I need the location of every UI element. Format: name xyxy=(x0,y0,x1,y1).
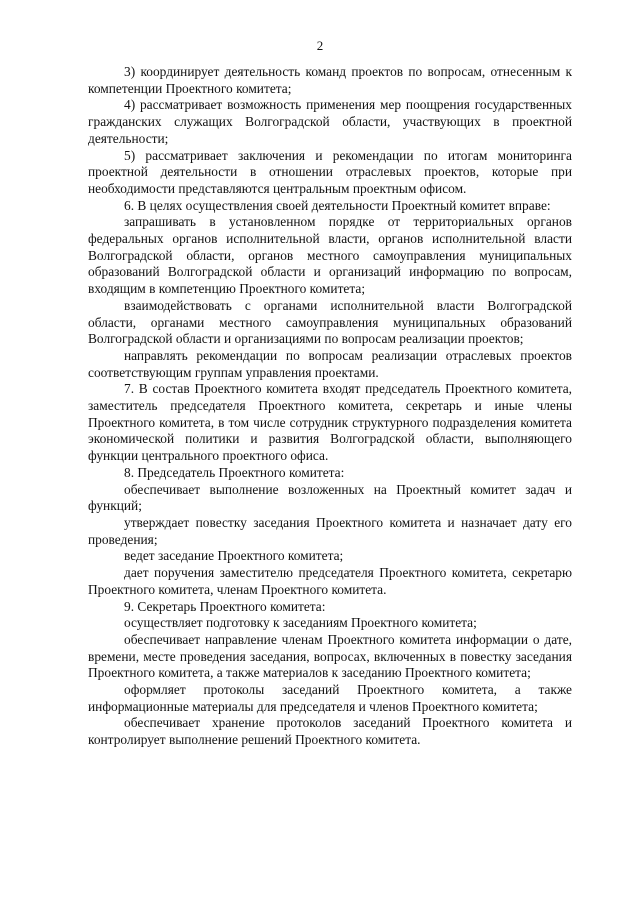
page-number: 2 xyxy=(316,38,324,53)
paragraph-item-5: 5) рассматривает заключения и рекомендации по итогам мониторинга проектной деятельности в отношении отраслевых проектов, которые при необходимости представляются центральным проектным офисом. xyxy=(88,147,572,196)
document-body xyxy=(88,64,572,749)
paragraph-secretary-duty-4: обеспечивает хранение протоколов заседаний Проектного комитета и контролирует выполнение решений Проектного комитета. xyxy=(88,715,572,748)
paragraph-right-request-info: запрашивать в установленном порядке от территориальных органов федеральных органов исполнительной власти, органов исполнительной власти Волгоградской области, органов местного самоуправления муниципальных образований Волгоградской области и организаций информацию по вопросам, входящим в компетенцию Проектного комитета; xyxy=(88,214,572,297)
paragraph-chair-duty-1: обеспечивает выполнение возложенных на Проектный комитет задач и функций; xyxy=(88,481,572,514)
paragraph-right-interact: взаимодействовать с органами исполнительной власти Волгоградской области, органами местного самоуправления муниципальных образований Волгоградской области и организациями по вопросам реализации проектов; xyxy=(88,297,572,347)
paragraph-chair-duty-4: дает поручения заместителю председателя Проектного комитета, секретарю Проектного комитета, членам Проектного комитета. xyxy=(88,565,572,597)
paragraph-secretary-duty-2: обеспечивает направление членам Проектного комитета информации о дате, времени, месте проведения заседания, вопросах, включенных в повестку заседания Проектного комитета, а также материалов к заседанию Проектного комитета; xyxy=(88,631,572,681)
paragraph-secretary-duty-1: осуществляет подготовку к заседаниям Проектного комитета; xyxy=(124,615,477,631)
paragraph-section-6: 6. В целях осуществления своей деятельности Проектный комитет вправе: xyxy=(124,197,551,213)
paragraph-chair-duty-2: утверждает повестку заседания Проектного комитета и назначает дату его проведения; xyxy=(88,514,572,547)
paragraph-section-7: 7. В состав Проектного комитета входят председатель Проектного комитета, заместитель председателя Проектного комитета, секретарь и иные члены Проектного комитета, в том числе сотрудник структурного подразделения комитета экономической политики и развития Волгоградской области, выполняющего функции центрального проектного офиса. xyxy=(88,381,572,464)
paragraph-item-4: 4) рассматривает возможность применения мер поощрения государственных гражданских служащих Волгоградской области, участвующих в проектной деятельности; xyxy=(88,97,572,146)
paragraph-section-9: 9. Секретарь Проектного комитета: xyxy=(124,598,326,614)
paragraph-section-8: 8. Председатель Проектного комитета: xyxy=(124,464,345,480)
paragraph-right-recommend: направлять рекомендации по вопросам реализации отраслевых проектов соответствующим группам управления проектами. xyxy=(88,347,572,380)
paragraph-secretary-duty-3: оформляет протоколы заседаний Проектного комитета, а также информационные материалы для председателя и членов Проектного комитета; xyxy=(88,682,572,714)
paragraph-chair-duty-3: ведет заседание Проектного комитета; xyxy=(124,548,344,564)
paragraph-item-3: 3) координирует деятельность команд проектов по вопросам, отнесенным к компетенции Проектного комитета; xyxy=(88,64,572,96)
